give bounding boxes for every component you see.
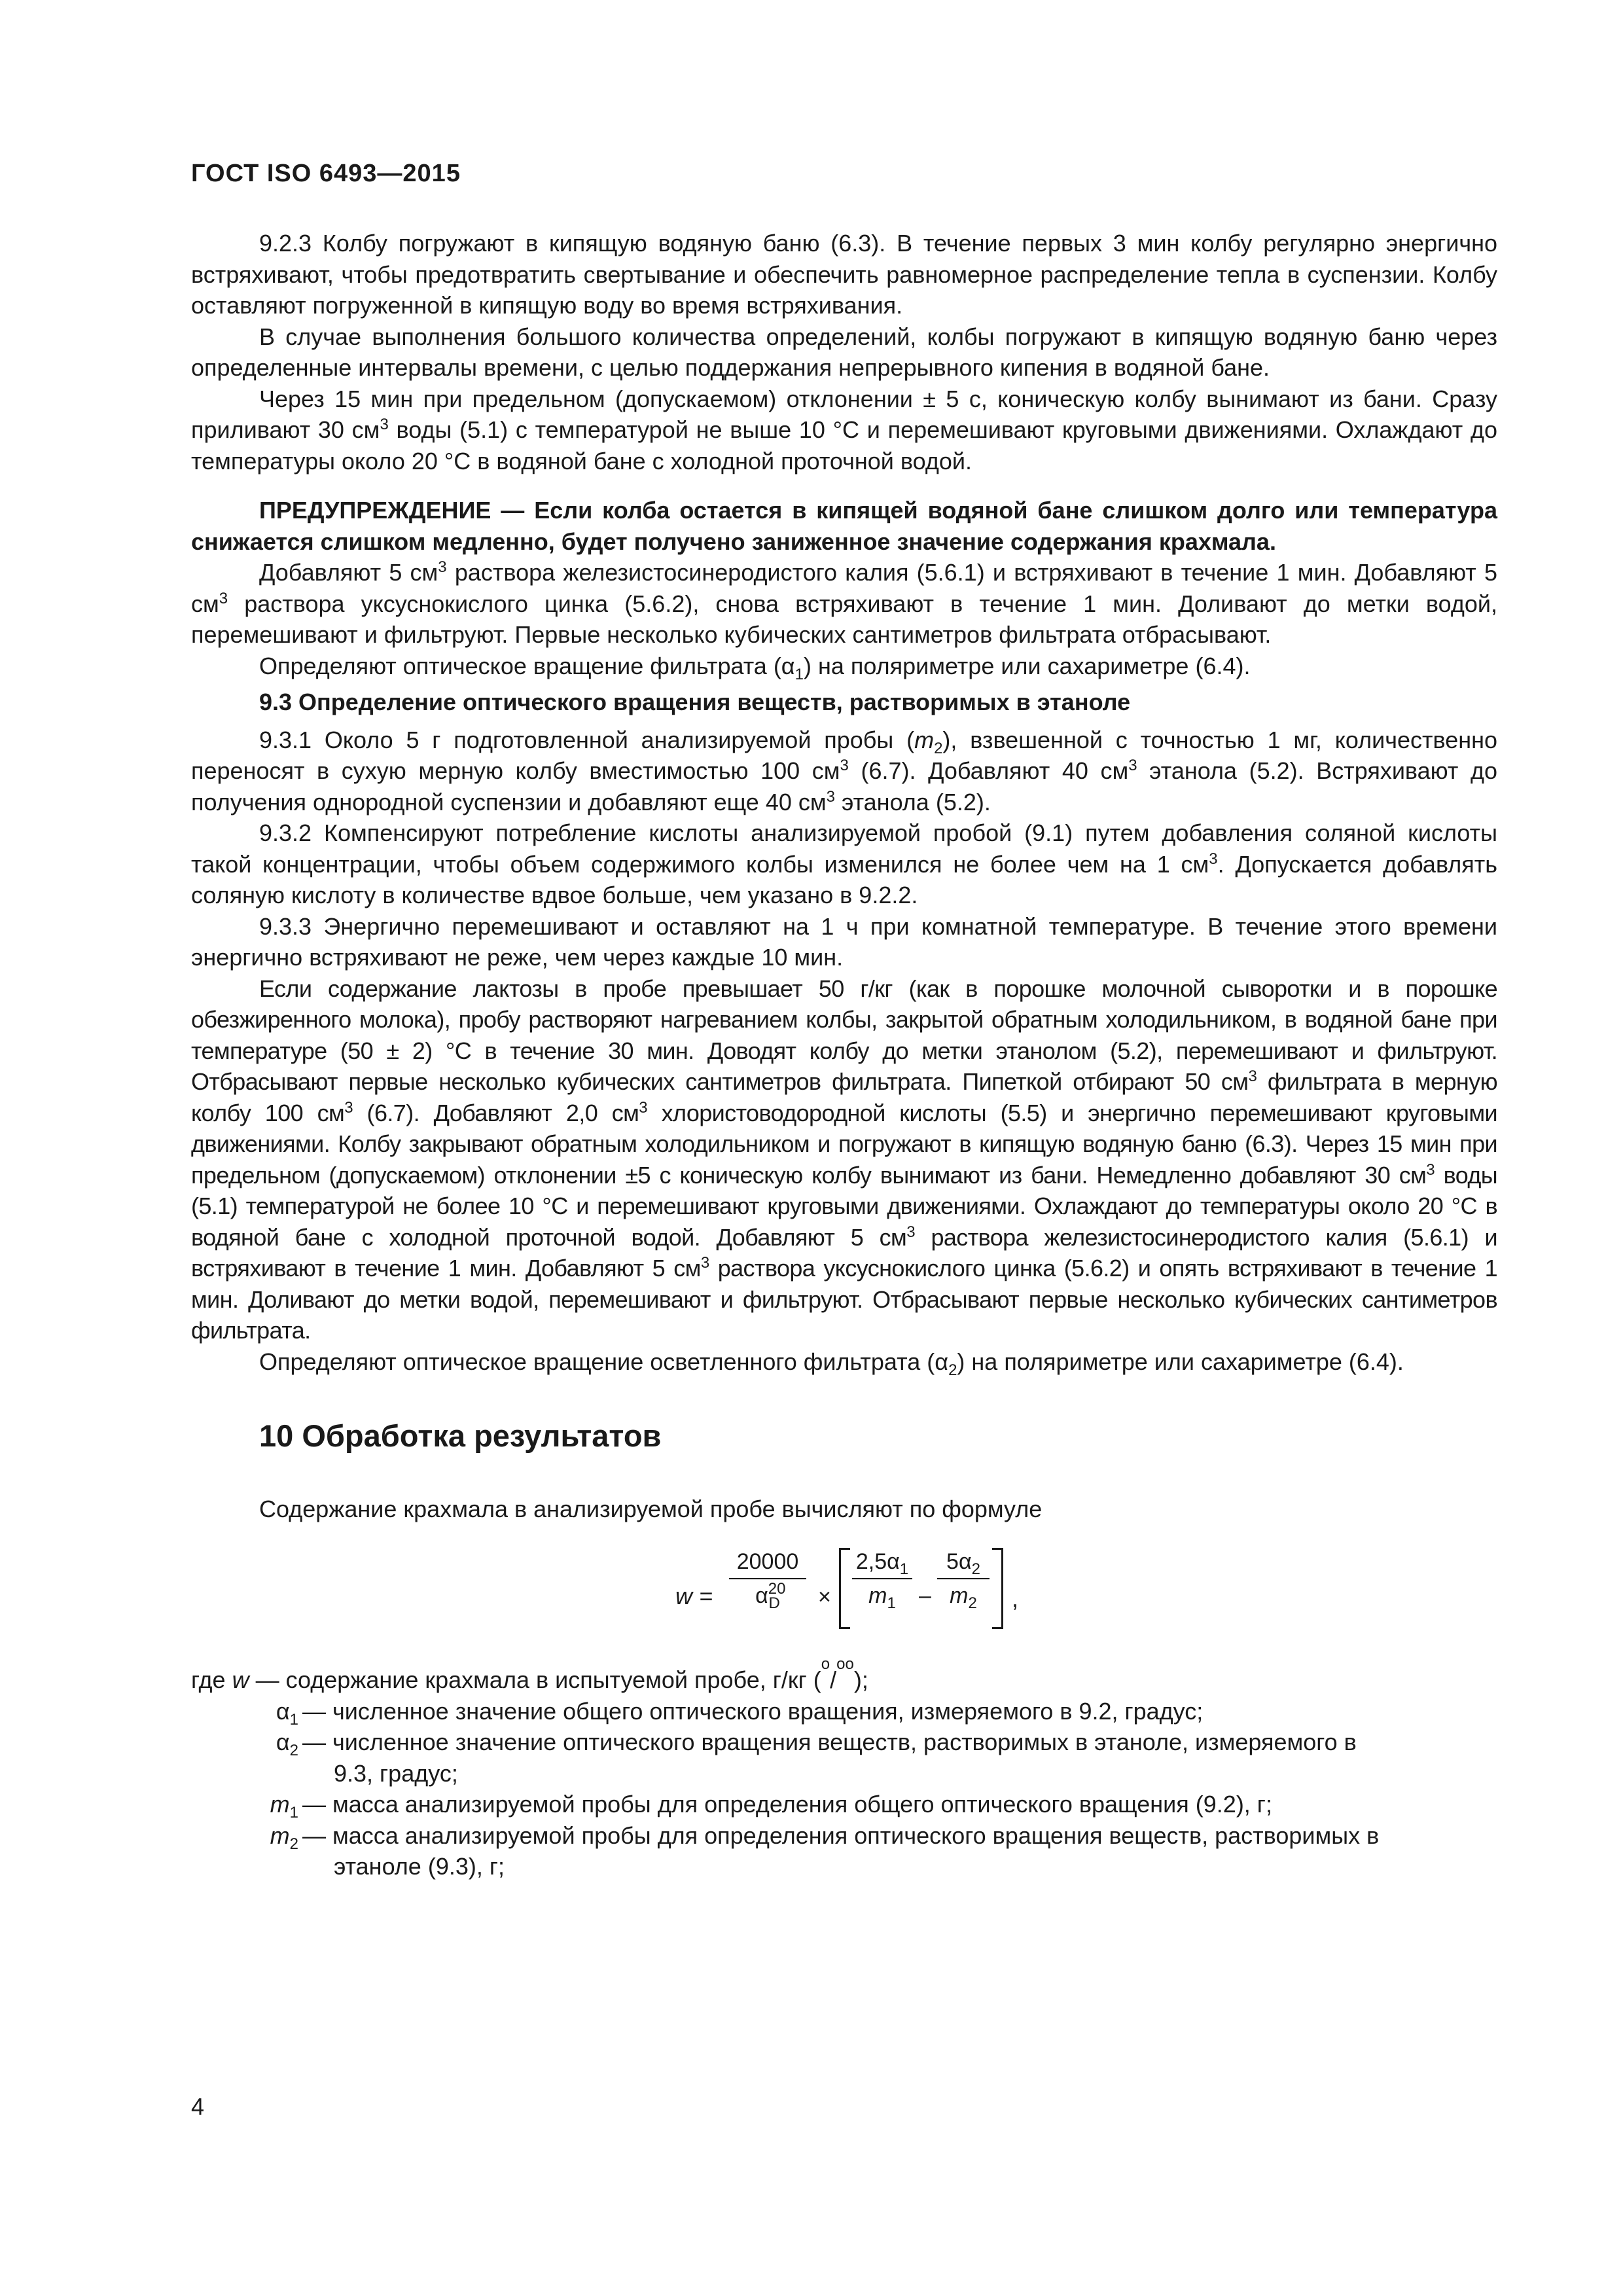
starch-formula	[191, 1543, 1497, 1647]
page-header: ГОСТ ISO 6493—2015	[191, 160, 461, 187]
warning-paragraph: ПРЕДУПРЕЖДЕНИЕ — Если колба остается в кипящей водяной бане слишком долго или температура снижается слишком медленно, будет получено заниженное значение содержания крахмала.	[191, 497, 1497, 555]
formula-lead: Содержание крахмала в анализируемой пробе вычисляют по формуле	[259, 1495, 1043, 1522]
definition-m1: $m_1$ — масса анализируемой пробы для определения общего оптического вращения (9.2), г;	[270, 1791, 1272, 1822]
paragraph-15-min: Через 15 мин при предельном (допускаемом) отклонении ± 5 с, коническую колбу вынимают из бани. Сразу приливают 30 $см^3$ воды (5.1) с температурой не выше 10 °С и перемешивают круговыми движениями. Охлаждают до температуры около 20 °С в водяной бане с холодной проточной водой.	[191, 385, 1497, 475]
paragraph-optical-rotation-1: Определяют оптическое вращение фильтрата $(\alpha_1)$ на поляриметре или сахариметре (6.4).	[259, 652, 1251, 683]
variable-definitions	[191, 1655, 1497, 1882]
section-10-title: 10 Обработка результатов	[259, 1418, 662, 1453]
paragraph-add-reagents: Добавляют 5 $см^3$ раствора железистосинеродистого калия (5.6.1) и встряхивают в течение 1 мин. Добавляют 5 $см^3$ раствора уксуснокислого цинка (5.6.2), снова встряхивают в течение 1 мин. Доливают до метки водой, перемешивают и фильтруют. Первые несколько кубических сантиметров фильтрата отбрасывают.	[191, 558, 1497, 648]
formula-fraction-3: $5\alpha_2$ $m_2$	[937, 1547, 990, 1611]
formula-lhs: w =	[675, 1583, 713, 1609]
paragraph-9-3-3: 9.3.3 Энергично перемешивают и оставляют на 1 ч при комнатной температуре. В течение этого времени энергично встряхивают не реже, чем через каждые 10 мин.	[191, 912, 1497, 971]
heading-9-3: 9.3 Определение оптического вращения веществ, растворимых в этаноле	[259, 689, 1131, 715]
definition-m2: $m_2$ — масса анализируемой пробы для определения оптического вращения веществ, растворимых в этаноле (9.3), г;	[270, 1821, 1380, 1880]
definition-alpha1: $\alpha_1$ — численное значение общего оптического вращения, измеряемого в 9.2, градус;	[276, 1697, 1204, 1729]
paragraph-9-3-2: 9.3.2 Компенсируют потребление кислоты анализируемой пробой (9.1) путем добавления соляной кислоты такой концентрации, чтобы объем содержимого колбы изменился не более чем на 1 $см^3$. Допускается добавлять соляную кислоту в количестве вдвое больше, чем указано в 9.2.2.	[191, 819, 1497, 908]
paragraph-lactose: Если содержание лактозы в пробе превышает 50 г/кг (как в порошке молочной сыворотки и в порошке обезжиренного молока), пробу растворяют нагреванием колбы, закрытой обратным холодильником, в водяной бане при температуре (50 ± 2) °С в течение 30 мин. Доводят колбу до метки этанолом (5.2), перемешивают и фильтруют. Отбрасывают первые несколько кубических сантиметров фильтрата. Пипеткой отбирают 50 $см^3$ фильтрата в мерную колбу 100 $см^3$ (6.7). Добавляют 2,0 $см^3$ хлористоводородной кислоты (5.5) и энергично перемешивают круговыми движениями. Колбу закрывают обратным холодильником и погружают в кипящую водяную баню (6.3). Через 15 мин при предельном (допускаемом) отклонении ±5 с коническую колбу вынимают из бани. Немедленно добавляют 30 $см^3$ воды (5.1) температурой не более 10 °С и перемешивают круговыми движениями. Охлаждают до температуры около 20 °С в водяной бане с холодной проточной водой. Добавляют 5 $см^3$ раствора железистосинеродистого калия (5.6.1) и встряхивают в течение 1 мин. Добавляют 5 $см^3$ раствора уксуснокислого цинка (5.6.2) и опять встряхивают в течение 1 мин. Доливают до метки водой, перемешивают и фильтруют. Отбрасывают первые несколько кубических сантиметров фильтрата.	[191, 975, 1498, 1344]
formula-fraction-1: 20000 $\alpha^{20}_D$	[729, 1547, 806, 1611]
paragraph-optical-rotation-2: Определяют оптическое вращение осветленного фильтрата $(\alpha_2)$ на поляриметре или сахариметре (6.4).	[259, 1348, 1404, 1379]
definition-w: где w — содержание крахмала в испытуемой пробе, г/кг ( о / оо );	[191, 1655, 868, 1693]
paragraph-boiling-intervals: В случае выполнения большого количества определений, колбы погружают в кипящую водяную баню через определенные интервалы времени, с целью поддержания непрерывного кипения в водяной бане.	[191, 323, 1497, 381]
formula-minus: –	[919, 1583, 931, 1608]
paragraph-9-2-3: 9.2.3 Колбу погружают в кипящую водяную баню (6.3). В течение первых 3 мин колбу регулярно энергично встряхивают, чтобы предотвратить свертывание и обеспечить равномерное распределение тепла в суспензии. Колбу оставляют погруженной в кипящую воду во время встряхивания.	[191, 230, 1497, 319]
formula-times: ×	[818, 1585, 831, 1609]
definition-alpha2: $\alpha_2$ — численное значение оптического вращения веществ, растворимых в этаноле, измеряемого в 9.3, градус;	[276, 1729, 1357, 1787]
formula-right-bracket	[992, 1548, 1003, 1629]
paragraph-9-3-1: 9.3.1 Около 5 г подготовленной анализируемой пробы $(m_2)$, взвешенной с точностью 1 мг, количественно переносят в сухую мерную колбу вместимостью 100 $см^3$ (6.7). Добавляют 40 $см^3$ этанола (5.2). Встряхивают до получения однородной суспензии и добавляют еще 40 $см^3$ этанола (5.2).	[191, 726, 1497, 816]
page-body	[191, 228, 1497, 1882]
formula-left-bracket	[839, 1548, 850, 1629]
page-number: 4	[191, 2093, 205, 2120]
formula-comma: ,	[1012, 1585, 1019, 1612]
formula-fraction-2: $2,5\alpha_1$ $m_1$	[852, 1547, 912, 1611]
